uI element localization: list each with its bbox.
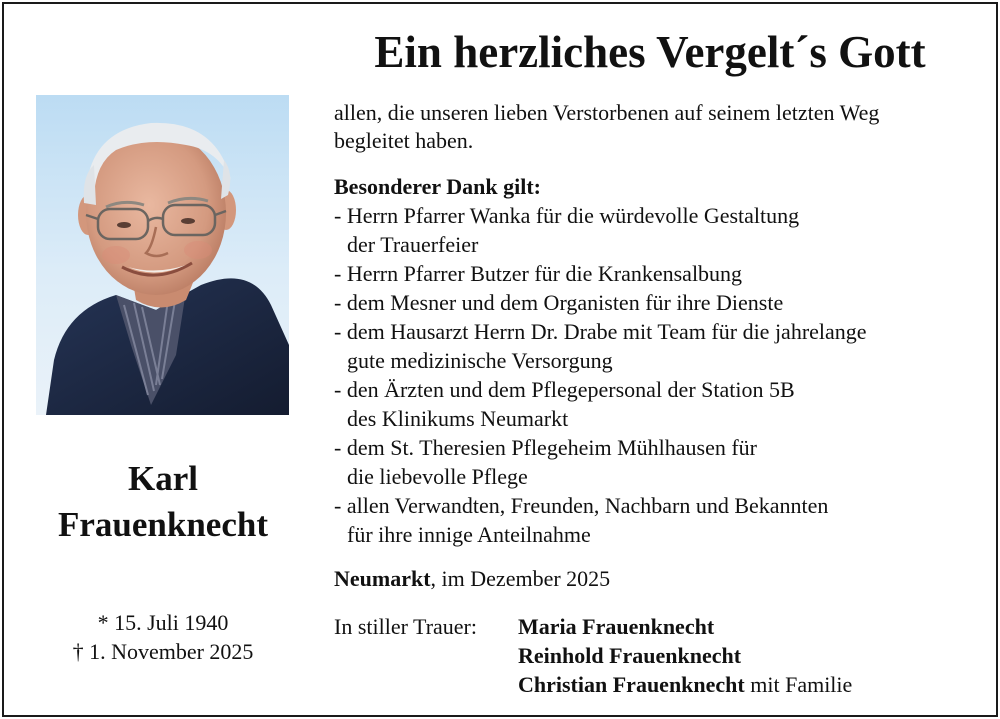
thanks-item-line: - dem Mesner und dem Organisten für ihre Dienste <box>334 290 784 315</box>
thanks-item <box>334 375 984 433</box>
thanks-item <box>334 201 984 259</box>
mourner-suffix: mit Familie <box>744 672 853 697</box>
thanks-item <box>334 491 984 549</box>
thanks-item-line: - dem Hausarzt Herrn Dr. Drabe mit Team für die jahrelange <box>334 319 867 344</box>
thanks-item-line: - Herrn Pfarrer Wanka für die würdevolle Gestaltung <box>334 203 800 228</box>
life-dates <box>20 608 306 666</box>
thanks-item-line: - den Ärzten und dem Pflegepersonal der Station 5B <box>334 377 795 402</box>
thanks-item-continuation: für ihre innige Anteilnahme <box>347 522 591 547</box>
place-date <box>334 565 934 593</box>
mourning-label: In stiller Trauer: <box>334 614 477 639</box>
thanks-section <box>334 172 984 549</box>
place-town: Neumarkt <box>334 566 431 591</box>
thanks-item <box>334 433 984 491</box>
intro-text <box>334 99 984 155</box>
deceased-name <box>20 456 306 548</box>
mourner-name: Reinhold Frauenknecht <box>518 643 742 668</box>
place-date-text: , im Dezember 2025 <box>430 566 611 591</box>
portrait-illustration <box>36 95 289 415</box>
birth-date: * 15. Juli 1940 <box>97 610 229 635</box>
thanks-item-line: - allen Verwandten, Freunden, Nachbarn und Bekannten <box>334 493 829 518</box>
mourners-list <box>518 612 852 699</box>
thanks-item <box>334 288 984 317</box>
thanks-item-continuation: gute medizinische Versorgung <box>347 348 613 373</box>
thanks-item-continuation: die liebevolle Pflege <box>347 464 528 489</box>
deceased-portrait <box>36 95 289 415</box>
death-date: † 1. November 2025 <box>72 639 254 664</box>
mourner-name: Christian Frauenknecht <box>518 672 745 697</box>
notice-title: Ein herzliches Vergelt´s Gott <box>374 27 926 77</box>
thanks-item-line: - dem St. Theresien Pflegeheim Mühlhausen für <box>334 435 757 460</box>
thanks-item-continuation: des Klinikums Neumarkt <box>347 406 569 431</box>
intro-line: allen, die unseren lieben Verstorbenen auf seinem letzten Weg <box>334 100 880 125</box>
mourner <box>518 670 852 699</box>
deceased-first-name: Karl <box>128 459 198 498</box>
thanks-item <box>334 259 984 288</box>
thanks-item-line: - Herrn Pfarrer Butzer für die Krankensalbung <box>334 261 743 286</box>
thanks-item <box>334 317 984 375</box>
deceased-last-name: Frauenknecht <box>58 505 268 544</box>
intro-line: begleitet haben. <box>334 128 474 153</box>
mourner <box>518 641 852 670</box>
mourner <box>518 612 852 641</box>
thanks-item-continuation: der Trauerfeier <box>347 232 479 257</box>
thanks-heading: Besonderer Dank gilt: <box>334 174 541 199</box>
mourner-name: Maria Frauenknecht <box>518 614 715 639</box>
